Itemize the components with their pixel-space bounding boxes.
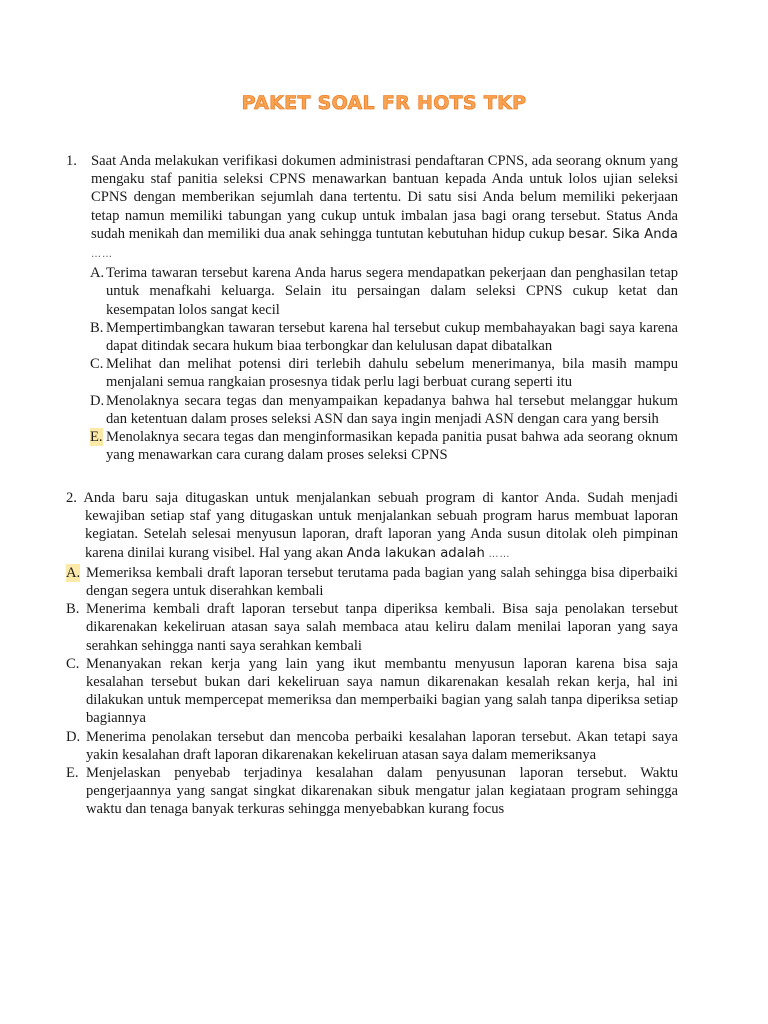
- page-title: PAKET SOAL FR HOTS TKP: [241, 92, 527, 114]
- ellipsis: ……: [91, 249, 113, 261]
- option-text: Menerima kembali draft laporan tersebut tanpa diperiksa kembali. Bisa saja penolakan tersebut dikarenakan kekeliruan atasan saya salah membaca atau keliru dalam menilai laporan yang saya serahkan sehingga nanti saya serahkan kembali: [86, 601, 678, 654]
- question-number: 1.: [66, 153, 77, 169]
- option-text: Menolaknya secara tegas dan menyampaikan kepadanya bahwa hal tersebut melanggar hukum dan ketentuan dalam proses seleksi ASN dan saya ingin menjadi ASN dengan cara yang bersih: [106, 392, 678, 427]
- question-1-options: [66, 264, 678, 464]
- option-letter: B.: [66, 601, 80, 618]
- option-b: [66, 600, 678, 655]
- question-1: [66, 152, 678, 464]
- question-text-tail: besar. Sika Anda: [568, 226, 679, 242]
- ellipsis: ……: [488, 548, 511, 560]
- option-letter: A.: [90, 265, 105, 282]
- option-b: [66, 319, 678, 355]
- option-text: Menanyakan rekan kerja yang lain yang ikut membantu menyusun laporan karena bisa saja kesalahan tersebut bukan dari kekeliruan saya namun dikarenakan kesalah rekan kerja, hal ini dilakukan untuk mempercepat memeriksa dan memperbaiki bagian yang salah tanpa diperiksa setiap bagiannya: [86, 655, 678, 727]
- option-e: [66, 764, 678, 819]
- question-text: Saat Anda melakukan verifikasi dokumen administrasi pendaftaran CPNS, ada seorang oknum yang mengaku staf panitia seleksi CPNS menawarkan bantuan kepada Anda untuk lolos ujian seleksi CPNS dengan memberikan sejumlah dana tertentu. Di satu sisi Anda belum memiliki pekerjaan tetap namun memiliki tabungan yang cukup untuk imbalan jasa bagi orang tersebut. Status Anda sudah menikah dan memiliki dua anak sehingga tuntutan kebutuhan hidup cukup: [91, 153, 678, 242]
- option-letter: C.: [90, 356, 104, 373]
- option-text: Menjelaskan penyebab terjadinya kesalahan dalam penyusunan laporan tersebut. Waktu pengerjaannya yang sangat singkat dikarenakan sibuk mengatur jalan kegiataan program sehingga waktu dan tenaga banyak terkuras sehingga menyebabkan kurang focus: [86, 765, 678, 818]
- option-text: Melihat dan melihat potensi diri terlebih dahulu sebelum menerimanya, bila masih mampu menjalani semua rangkaian prosesnya tidak perlu lagi berbuat curang seperti itu: [106, 356, 678, 391]
- question-2: [66, 489, 678, 819]
- option-letter: C.: [66, 655, 80, 672]
- question-2-stem: [66, 489, 678, 564]
- question-text-tail: Anda lakukan adalah: [346, 545, 485, 561]
- option-letter-highlighted: A.: [66, 564, 81, 581]
- option-a: [66, 264, 678, 319]
- option-letter: E.: [66, 765, 79, 782]
- question-2-options: [66, 564, 678, 819]
- option-letter: B.: [90, 319, 104, 336]
- option-c: [66, 655, 678, 728]
- option-text: Mempertimbangkan tawaran tersebut karena hal tersebut cukup membahayakan bagi saya karena dapat ditindak secara hukum biaa terbongkar dan kelulusan dapat dibatalkan: [106, 319, 678, 355]
- option-text: Menerima penolakan tersebut dan mencoba perbaiki kesalahan laporan tersebut. Akan tetapi saya yakin kesalahan draft laporan dikarenakan kekeliruan atasan saya dalam memeriksanya: [86, 728, 678, 763]
- option-text: Memeriksa kembali draft laporan tersebut terutama pada bagian yang salah sehingga bisa diperbaiki dengan segera untuk diserahkan kembali: [86, 564, 678, 600]
- option-c: [66, 355, 678, 391]
- question-1-stem: [66, 152, 678, 264]
- option-letter-highlighted: E.: [90, 429, 103, 446]
- question-text: Anda baru saja ditugaskan untuk menjalankan sebuah program di kantor Anda. Sudah menjadi kewajiban setiap staf yang ditugaskan untuk menjalankan sebuah program harus membuat laporan kegiatan. Setelah selesai menyusun laporan, draft laporan yang Anda susun ditolak oleh pimpinan karena dinilai kurang visibel. Hal yang akan: [83, 490, 678, 561]
- option-text: Terima tawaran tersebut karena Anda harus segera mendapatkan pekerjaan dan penghasilan tetap untuk menafkahi keluarga. Selain itu persaingan dalam seleksi CPNS cukup ketat dan kesempatan lolos sangat kecil: [106, 265, 678, 318]
- option-a: [66, 564, 678, 600]
- option-d: [66, 392, 678, 428]
- option-text: Menolaknya secara tegas dan menginformasikan kepada panitia pusat bahwa ada seorang oknum yang menawarkan cara curang dalam proses seleksi CPNS: [106, 429, 678, 464]
- option-d: [66, 728, 678, 764]
- question-number: 2.: [66, 490, 77, 506]
- option-e: [66, 428, 678, 464]
- option-letter: D.: [66, 728, 81, 745]
- option-letter: D.: [90, 392, 105, 409]
